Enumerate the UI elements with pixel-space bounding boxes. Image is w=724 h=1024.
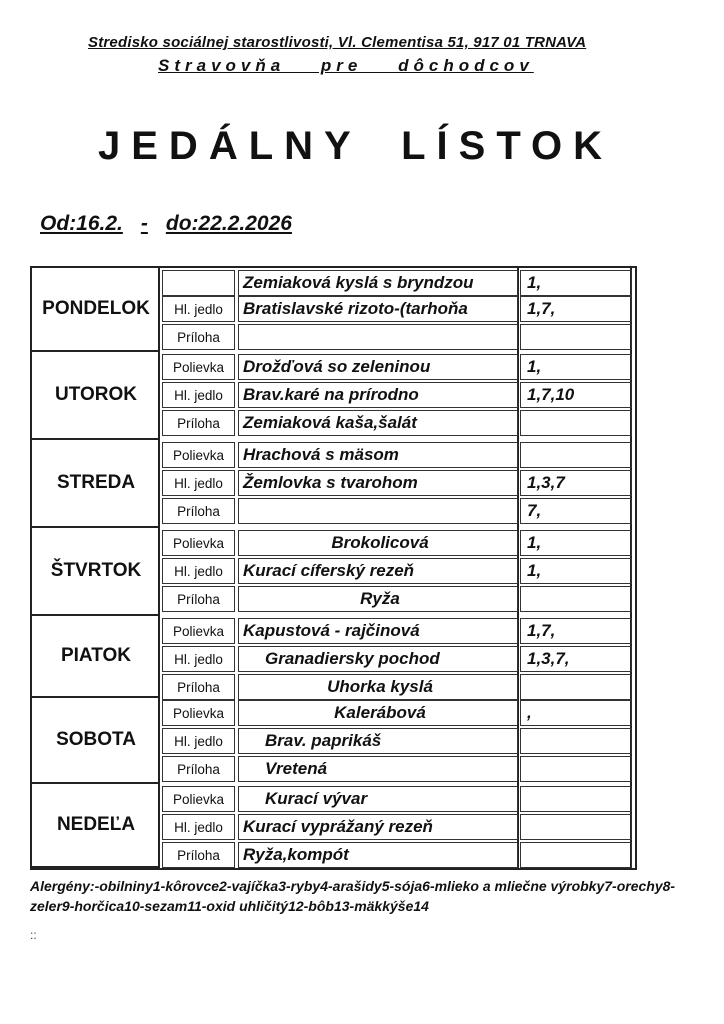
course-label: Polievka bbox=[162, 442, 235, 468]
dish-name: Brav.karé na prírodno bbox=[238, 382, 518, 408]
day-label: ŠTVRTOK bbox=[50, 560, 142, 581]
dish-allergens: 1, bbox=[520, 530, 632, 556]
dish-allergens bbox=[520, 324, 632, 350]
institution-address: Stredisko sociálnej starostlivosti, Vl. Clementisa 51, 917 01 TRNAVA bbox=[88, 34, 587, 51]
course-label bbox=[162, 270, 235, 296]
dish-allergens: 1, bbox=[520, 558, 632, 584]
course-label: Polievka bbox=[162, 618, 235, 644]
dish-name: Zemiaková kyslá s bryndzou bbox=[238, 270, 518, 296]
course-label: Polievka bbox=[162, 700, 235, 726]
dish-allergens: 1, bbox=[520, 354, 632, 380]
dish-allergens: 1, bbox=[520, 270, 632, 296]
day-label: PIATOK bbox=[60, 645, 132, 666]
dish-name: Ryža,kompót bbox=[238, 842, 518, 868]
course-label: Príloha bbox=[162, 756, 235, 782]
menu-row bbox=[160, 646, 635, 672]
menu-row bbox=[160, 756, 635, 782]
menu-period bbox=[40, 212, 292, 236]
dish-allergens: 1,7, bbox=[520, 618, 632, 644]
course-label: Príloha bbox=[162, 498, 235, 524]
allergens-legend: Alergény:-obilniny1-kôrovce2-vajíčka3-ryby4-arašidy5-sója6-mlieko a mliečne výrobky7-orechy8-zeler9-horčica10-sezam11-oxid uhličitý12-bôb13-mäkkýše14 bbox=[30, 878, 676, 914]
menu-row bbox=[160, 728, 635, 754]
dish-name: Žemlovka s tvarohom bbox=[238, 470, 518, 496]
menu-row bbox=[160, 382, 635, 408]
menu-row bbox=[160, 674, 635, 700]
dish-allergens: 1,7, bbox=[520, 296, 632, 322]
menu-row bbox=[160, 410, 635, 436]
dish-name: Kurací cíferský rezeň bbox=[238, 558, 518, 584]
dish-name: Kalerábová bbox=[238, 700, 518, 726]
day-label: UTOROK bbox=[55, 384, 137, 405]
dish-name: Uhorka kyslá bbox=[238, 674, 518, 700]
dish-allergens: 1,7,10 bbox=[520, 382, 632, 408]
menu-row bbox=[160, 700, 635, 726]
dish-allergens bbox=[520, 756, 632, 782]
dish-name: Kapustová - rajčinová bbox=[238, 618, 518, 644]
dish-allergens bbox=[520, 814, 632, 840]
dish-allergens bbox=[520, 728, 632, 754]
course-label: Príloha bbox=[162, 324, 235, 350]
menu-row bbox=[160, 354, 635, 380]
dish-allergens: 1,3,7, bbox=[520, 646, 632, 672]
menu-row bbox=[160, 530, 635, 556]
dish-allergens: 7, bbox=[520, 498, 632, 524]
menu-row bbox=[160, 296, 635, 322]
course-label: Polievka bbox=[162, 354, 235, 380]
dish-allergens bbox=[520, 586, 632, 612]
dish-allergens: 1,3,7 bbox=[520, 470, 632, 496]
course-label: Hl. jedlo bbox=[162, 646, 235, 672]
dish-allergens bbox=[520, 674, 632, 700]
dish-allergens bbox=[520, 786, 632, 812]
menu-row bbox=[160, 324, 635, 350]
day-sobota bbox=[32, 698, 160, 784]
page-title: JEDÁLNY LÍSTOK bbox=[98, 124, 614, 168]
menu-row bbox=[160, 442, 635, 468]
day-stvrtok bbox=[32, 528, 160, 616]
day-label: SOBOTA bbox=[56, 729, 136, 750]
course-label: Hl. jedlo bbox=[162, 296, 235, 322]
day-piatok bbox=[32, 616, 160, 698]
course-label: Polievka bbox=[162, 786, 235, 812]
course-label: Polievka bbox=[162, 530, 235, 556]
day-label: NEDEĽA bbox=[56, 814, 136, 835]
day-nedela bbox=[32, 784, 160, 868]
dish-allergens bbox=[520, 410, 632, 436]
dish-name: Brav. paprikáš bbox=[238, 728, 518, 754]
dish-allergens: , bbox=[520, 700, 632, 726]
dish-name: Ryža bbox=[238, 586, 518, 612]
day-streda bbox=[32, 440, 160, 528]
dish-name: Bratislavské rizoto-(tarhoňa bbox=[238, 296, 518, 322]
course-label: Hl. jedlo bbox=[162, 728, 235, 754]
menu-row bbox=[160, 786, 635, 812]
course-label: Príloha bbox=[162, 410, 235, 436]
dish-allergens bbox=[520, 442, 632, 468]
menu-row bbox=[160, 842, 635, 868]
dish-name: Granadiersky pochod bbox=[238, 646, 518, 672]
dish-name: Vretená bbox=[238, 756, 518, 782]
course-label: Hl. jedlo bbox=[162, 470, 235, 496]
menu-row bbox=[160, 470, 635, 496]
dish-name bbox=[238, 498, 518, 524]
course-label: Príloha bbox=[162, 842, 235, 868]
menu-row bbox=[160, 498, 635, 524]
dish-name bbox=[238, 324, 518, 350]
menu-row bbox=[160, 814, 635, 840]
day-label: STREDA bbox=[56, 472, 136, 493]
dish-name: Drožďová so zeleninou bbox=[238, 354, 518, 380]
dish-name: Zemiaková kaša,šalát bbox=[238, 410, 518, 436]
menu-row bbox=[160, 618, 635, 644]
dish-name: Kurací vyprážaný rezeň bbox=[238, 814, 518, 840]
course-label: Príloha bbox=[162, 586, 235, 612]
menu-row bbox=[160, 586, 635, 612]
course-label: Príloha bbox=[162, 674, 235, 700]
page-mark: :: bbox=[30, 928, 37, 942]
dish-name: Kurací vývar bbox=[238, 786, 518, 812]
menu-row bbox=[160, 558, 635, 584]
day-label: PONDELOK bbox=[42, 298, 150, 319]
day-utorok bbox=[32, 352, 160, 440]
dish-name: Hrachová s mäsom bbox=[238, 442, 518, 468]
menu-row bbox=[160, 270, 635, 296]
dish-allergens bbox=[520, 842, 632, 868]
day-pondelok bbox=[32, 268, 160, 352]
course-label: Hl. jedlo bbox=[162, 814, 235, 840]
course-label: Hl. jedlo bbox=[162, 382, 235, 408]
canteen-name: Stravovňa pre dôchodcov bbox=[158, 56, 534, 75]
period-from: Od:16.2. bbox=[40, 212, 123, 235]
period-to: do:22.2.2026 bbox=[165, 212, 292, 235]
course-label: Hl. jedlo bbox=[162, 558, 235, 584]
dish-name: Brokolicová bbox=[238, 530, 518, 556]
period-separator: - bbox=[140, 212, 148, 235]
menu-table bbox=[30, 266, 637, 870]
